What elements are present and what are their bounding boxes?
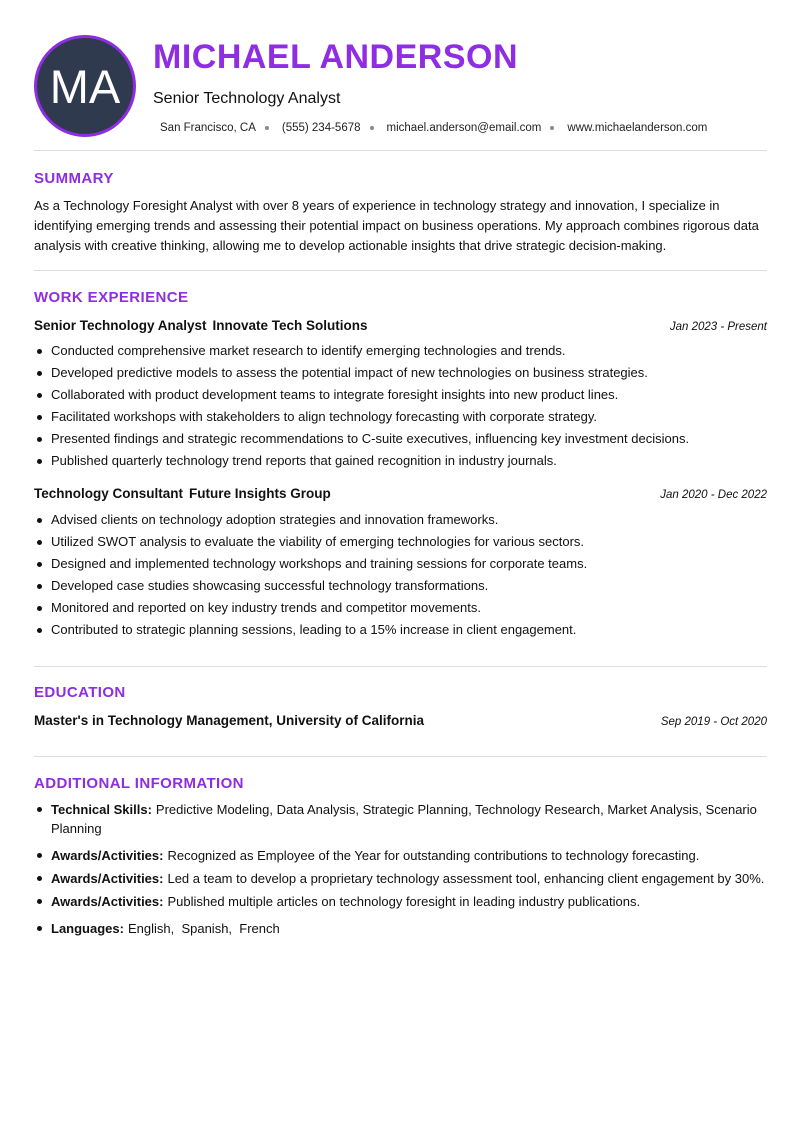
list-item: Collaborated with product development teams to integrate foresight insights into new product lines. [34, 384, 767, 406]
info-text: Led a team to develop a proprietary technology assessment tool, enhancing client engagement by 30%. [167, 871, 765, 886]
info-text: English, Spanish, French [127, 921, 280, 936]
section-divider [34, 756, 767, 757]
job-company: Future Insights Group [189, 486, 331, 501]
list-item: Conducted comprehensive market research to identify emerging technologies and trends. [34, 340, 767, 362]
avatar-initials: MA [49, 59, 121, 113]
education-degree: Master's in Technology Management, University of California [34, 713, 425, 728]
summary-heading: SUMMARY [34, 170, 114, 187]
separator-dot [370, 126, 374, 130]
section-divider [34, 666, 767, 667]
contact-phone: (555) 234-5678 [281, 122, 361, 134]
info-text: Predictive Modeling, Data Analysis, Strategic Planning, Technology Research, Market Analysis, Scenario Planning [51, 802, 757, 836]
additional-list [34, 800, 767, 942]
experience-heading: WORK EXPERIENCE [34, 289, 189, 306]
education-dates: Sep 2019 - Oct 2020 [660, 716, 767, 728]
info-label: Technical Skills: [51, 802, 152, 817]
avatar [34, 35, 136, 137]
job-title-1 [34, 317, 368, 335]
info-label: Awards/Activities: [51, 894, 164, 909]
section-divider [34, 150, 767, 151]
contact-website[interactable]: www.michaelanderson.com [567, 122, 708, 134]
summary-text: As a Technology Foresight Analyst with over 8 years of experience in technology strategy and innovation, I specialize in identifying emerging trends and assessing their potential impact on business operations. My approach combines rigorous data analysis with creative thinking, allowing me to develop actionable insights that drive strategic decision-making. [34, 198, 759, 253]
list-item [34, 869, 767, 888]
candidate-headline: Senior Technology Analyst [153, 90, 341, 107]
contact-row [160, 120, 707, 136]
list-item: Presented findings and strategic recommendations to C-suite executives, influencing key investment decisions. [34, 428, 767, 450]
list-item: Developed case studies showcasing successful technology transformations. [34, 575, 767, 597]
contact-location: San Francisco, CA [160, 122, 256, 134]
job-company: Innovate Tech Solutions [212, 318, 368, 333]
job-bullets-1 [34, 340, 767, 472]
list-item: Designed and implemented technology workshops and training sessions for corporate teams. [34, 553, 767, 575]
list-item: Monitored and reported on key industry trends and competitor movements. [34, 597, 767, 619]
job-dates-1: Jan 2023 - Present [669, 321, 767, 333]
additional-heading: ADDITIONAL INFORMATION [34, 775, 244, 792]
separator-dot [265, 126, 269, 130]
info-text: Recognized as Employee of the Year for outstanding contributions to technology forecasting. [167, 848, 700, 863]
separator-dot [550, 126, 554, 130]
job-dates-2: Jan 2020 - Dec 2022 [660, 489, 767, 501]
contact-email[interactable]: michael.anderson@email.com [386, 122, 542, 134]
list-item: Advised clients on technology adoption strategies and innovation frameworks. [34, 509, 767, 531]
list-item [34, 800, 767, 838]
candidate-name: MICHAEL ANDERSON [153, 38, 519, 76]
info-text: Published multiple articles on technology foresight in leading industry publications. [167, 894, 641, 909]
list-item [34, 919, 767, 938]
section-divider [34, 270, 767, 271]
list-item: Developed predictive models to assess the potential impact of new technologies on business strategies. [34, 362, 767, 384]
education-heading: EDUCATION [34, 684, 126, 701]
list-item: Published quarterly technology trend reports that gained recognition in industry journals. [34, 450, 767, 472]
list-item [34, 846, 767, 865]
list-item: Contributed to strategic planning sessions, leading to a 15% increase in client engagement. [34, 619, 767, 641]
job-bullets-2 [34, 509, 767, 641]
info-label: Awards/Activities: [51, 848, 164, 863]
list-item: Utilized SWOT analysis to evaluate the viability of emerging technologies for various sectors. [34, 531, 767, 553]
job-role: Senior Technology Analyst [34, 318, 207, 333]
job-role: Technology Consultant [34, 486, 183, 501]
list-item: Facilitated workshops with stakeholders to align technology forecasting with corporate strategy. [34, 406, 767, 428]
info-label: Awards/Activities: [51, 871, 164, 886]
list-item [34, 892, 767, 911]
info-label: Languages: [51, 921, 124, 936]
job-title-2 [34, 485, 331, 503]
